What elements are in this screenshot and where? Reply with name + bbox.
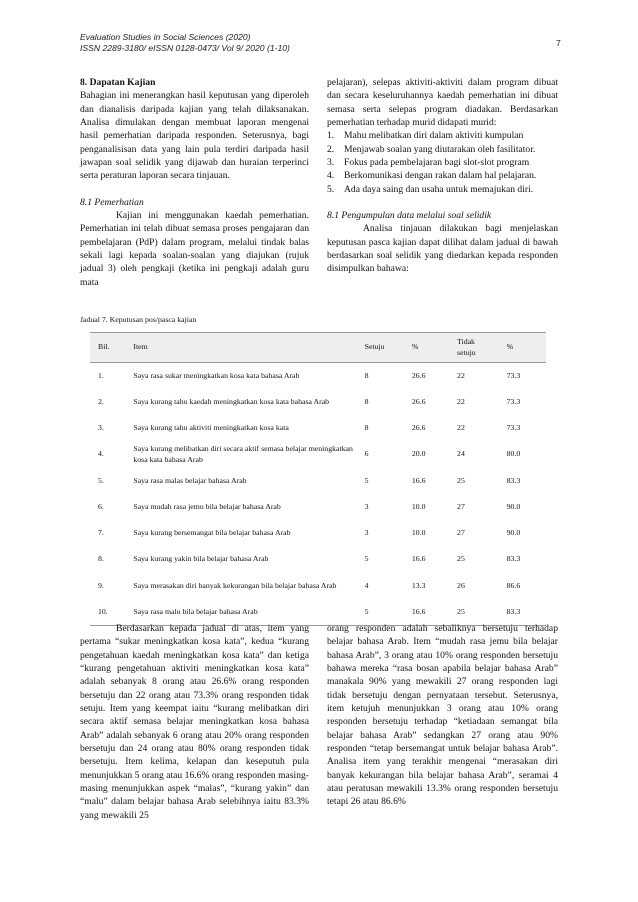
running-header	[80, 32, 290, 54]
results-table	[90, 332, 546, 626]
row-tidak-setuju: 25	[457, 475, 465, 485]
row-number: 7.	[98, 528, 104, 538]
row-setuju-percent: 13.3	[411, 580, 426, 590]
row-setuju: 5	[364, 554, 369, 564]
row-setuju-percent: 10.0	[411, 501, 426, 511]
row-number: 6.	[98, 501, 104, 511]
row-tidak-setuju: 27	[457, 501, 465, 511]
header-bil: Bil.	[98, 342, 110, 352]
row-setuju: 6	[364, 449, 369, 459]
paragraph: Analisa tinjauan dilakukan bagi menjelaskan keputusan pasca kajian dapat dilihat dalam jadual di bawah berdasarkan soal selidik yang diedarkan kepada responden disimpulkan bahawa:	[327, 223, 558, 275]
subsection-heading: 8.1 Pengumpulan data melalui soal selidik	[327, 210, 492, 222]
row-item: Saya kurang bersemangat bila belajar bahasa Arab	[133, 528, 291, 538]
row-number: 8.	[98, 554, 104, 564]
header-percent: %	[506, 342, 514, 352]
row-tidak-setuju: 27	[457, 528, 465, 538]
paragraph: orang responden adalah sebaliknya bersetuju terhadap belajar bahasa Arab. Item “mudah rasa jemu bila belajar bahasa Arab”, 3 orang atau 10% orang responden bersetuju bahawa mereka “rasa bosan apabila belajar bahasa Arab” manakala 90% yang mewakili 27 orang responden lagi tidak bersetuju dengan pernyataan tersebut. Seterusnya, item ketujuh menunjukkan 3 orang atau 10% orang responden bersetuju terhadap “ketiadaan semangat bila belajar bahasa Arab” sedangkan 27 orang atau 90% responden “tetap bersemangat untuk belajar bahasa Arab”. Analisa item yang terakhir mengenai “merasakan diri banyak kekurangan bila belajar bahasa Arab”, seramai 4 atau peratusan mewakili 13.3% orang responden bersetuju tetapi 26 atau 86.6%	[327, 623, 558, 808]
paragraph: pelajaran), selepas aktiviti-aktiviti dalam program dibuat dan secara keseluruhannya kaedah pemerhatian ini dibuat semasa serta selepas program diadakan. Berdasarkan pemerhatian terhadap murid didapati murid:	[327, 77, 558, 129]
row-item: Saya rasa malas belajar bahasa Arab	[133, 475, 247, 485]
table-row	[90, 520, 546, 546]
row-tidak-setuju: 22	[457, 422, 465, 432]
row-item: Saya kurang tahu aktiviti meningkatkan kosa kata	[133, 422, 289, 432]
row-tidak-setuju-percent: 83.3	[506, 606, 521, 616]
row-tidak-setuju: 24	[457, 449, 465, 459]
paragraph: Bahagian ini menerangkan hasil keputusan yang diperoleh dan dianalisis daripada kajian yang telah dilaksanakan. Analisa dimulakan dengan membuat laporan mengenai hasil pemerhatian daripada responden. Seterusnya, bagi penganalisisan data yang lain pula terdiri daripada hasil jawapan soal selidik yang dijawab dan huraian terperinci serta peraturan laporan secara tinjauan.	[80, 90, 309, 182]
row-number: 2.	[98, 396, 104, 406]
row-tidak-setuju: 26	[457, 580, 465, 590]
row-number: 3.	[98, 422, 104, 432]
row-setuju: 3	[364, 528, 369, 538]
row-number: 10.	[98, 606, 108, 616]
discussion-left	[80, 622, 309, 822]
journal-title: Evaluation Studies in Social Sciences (2020)	[80, 32, 251, 42]
table-row	[90, 494, 546, 520]
row-tidak-setuju-percent: 90.0	[506, 528, 521, 538]
row-item: Saya kurang melibatkan diri secara aktif semasa belajar meningkatkan kosa kata bahasa Arab	[133, 444, 353, 464]
row-setuju: 3	[364, 501, 369, 511]
row-tidak-setuju-percent: 73.3	[506, 396, 521, 406]
row-tidak-setuju-percent: 83.3	[506, 554, 521, 564]
row-setuju: 5	[364, 606, 369, 616]
header-setuju: Setuju	[364, 342, 385, 352]
section-heading: 8. Dapatan Kajian	[80, 77, 156, 88]
row-setuju-percent: 16.6	[411, 475, 426, 485]
paragraph: Berdasarkan kepada jadual di atas, item yang pertama “sukar meningkatkan kosa kata”, kedua “kurang pengetahuan kaedah meningkatkan kosa kata” dan ketiga “kurang pengetahuan aktiviti meningkatkan kosa kata” adalah sebanyak 8 orang atau 26.6% orang responden bersetuju dan 22 orang atau 73.3% orang responden tidak setuju. Item yang keempat iaitu “kurang melibatkan diri secara aktif semasa belajar meningkatkan kosa bahasa Arab” adalah sebanyak 6 orang atau 20% orang responden bersetuju dan 24 orang atau 80% orang responden tidak bersetuju. Item kelima, kelapan dan keseputuh pula menunjukkan 5 orang atau 16.6% orang responden masing-masing menunjukkan aspek “malas”, “kurang yakin” dan “malu” dalam belajar bahasa Arab selebihnya iaitu 83.3% yang mewakili 25	[80, 623, 309, 821]
row-number: 1.	[98, 370, 104, 380]
row-setuju: 4	[364, 580, 369, 590]
header-percent: %	[411, 342, 419, 352]
row-tidak-setuju-percent: 73.3	[506, 370, 521, 380]
row-setuju-percent: 20.0	[411, 449, 426, 459]
header-tidak-setuju: Tidak setuju	[457, 337, 476, 357]
row-tidak-setuju-percent: 73.3	[506, 422, 521, 432]
subsection-heading: 8.1 Pemerhatian	[80, 196, 144, 208]
row-tidak-setuju-percent: 90.0	[506, 501, 521, 511]
row-number: 4.	[98, 449, 104, 459]
list-item: 2. Menjawab soalan yang diutarakan oleh fasilitator.	[327, 143, 536, 155]
table-header-row	[90, 333, 546, 363]
row-tidak-setuju: 22	[457, 396, 465, 406]
row-tidak-setuju: 22	[457, 370, 465, 380]
row-setuju: 8	[364, 370, 369, 380]
table-row	[90, 389, 546, 415]
row-tidak-setuju: 25	[457, 554, 465, 564]
right-column	[327, 76, 558, 276]
row-item: Saya mudah rasa jemu bila belajar bahasa Arab	[133, 501, 281, 511]
left-column	[80, 76, 309, 289]
row-number: 9.	[98, 580, 104, 590]
row-setuju-percent: 10.0	[411, 528, 426, 538]
table-row	[90, 547, 546, 573]
row-item: Saya kurang tahu kaedah meningkatkan kosa kata bahasa Arab	[133, 396, 330, 406]
row-item: Saya merasakan diri banyak kekurangan bila belajar bahasa Arab	[133, 580, 337, 590]
row-setuju-percent: 26.6	[411, 396, 426, 406]
list-item: 4. Berkomunikasi dengan rakan dalam hal pelajaran.	[327, 170, 537, 182]
row-item: Saya rasa sukar meningkatkan kosa kata bahasa Arab	[133, 370, 300, 380]
row-setuju-percent: 26.6	[411, 370, 426, 380]
row-tidak-setuju: 25	[457, 606, 465, 616]
table-row	[90, 468, 546, 494]
table-row	[90, 363, 546, 389]
journal-issn: ISSN 2289-3180/ eISSN 0128-0473/ Vol 9/ 2020 (1-10)	[80, 43, 290, 53]
list-item: 5. Ada daya saing dan usaha untuk memajukan diri.	[327, 183, 534, 195]
row-tidak-setuju-percent: 83.3	[506, 475, 521, 485]
row-item: Saya rasa malu bila belajar bahasa Arab	[133, 606, 258, 616]
list-item: 1. Mahu melibatkan diri dalam aktiviti kumpulan	[327, 130, 524, 142]
row-tidak-setuju-percent: 86.6	[506, 580, 521, 590]
row-setuju-percent: 26.6	[411, 422, 426, 432]
row-tidak-setuju-percent: 80.0	[506, 449, 521, 459]
table-caption: Jadual 7. Keputusan pos/pasca kajian	[80, 315, 197, 324]
table-row	[90, 441, 546, 467]
row-setuju: 8	[364, 396, 369, 406]
page-number: 7	[556, 38, 561, 48]
header-item: Item	[133, 342, 148, 352]
row-setuju: 5	[364, 475, 369, 485]
table-row	[90, 573, 546, 599]
row-setuju-percent: 16.6	[411, 606, 426, 616]
paragraph: Kajian ini menggunakan kaedah pemerhatian. Pemerhatian ini telah dibuat semasa proses pengajaran dan pembelajaran (PdP) dalam program, melalui tindak balas sekali lagi kepada soalan-soalan yang diajukan (rujuk jadual 3) oleh pengkaji (ketika ini pengkaji adalah guru mata	[80, 210, 309, 288]
table-row	[90, 415, 546, 441]
list-item: 3. Fokus pada pembelajaran bagi slot-slot program	[327, 157, 530, 169]
discussion-right	[327, 622, 558, 809]
row-setuju-percent: 16.6	[411, 554, 426, 564]
row-item: Saya kurang yakin bila belajar bahasa Arab	[133, 554, 269, 564]
row-setuju: 8	[364, 422, 369, 432]
row-number: 5.	[98, 475, 104, 485]
observation-list	[327, 129, 558, 196]
